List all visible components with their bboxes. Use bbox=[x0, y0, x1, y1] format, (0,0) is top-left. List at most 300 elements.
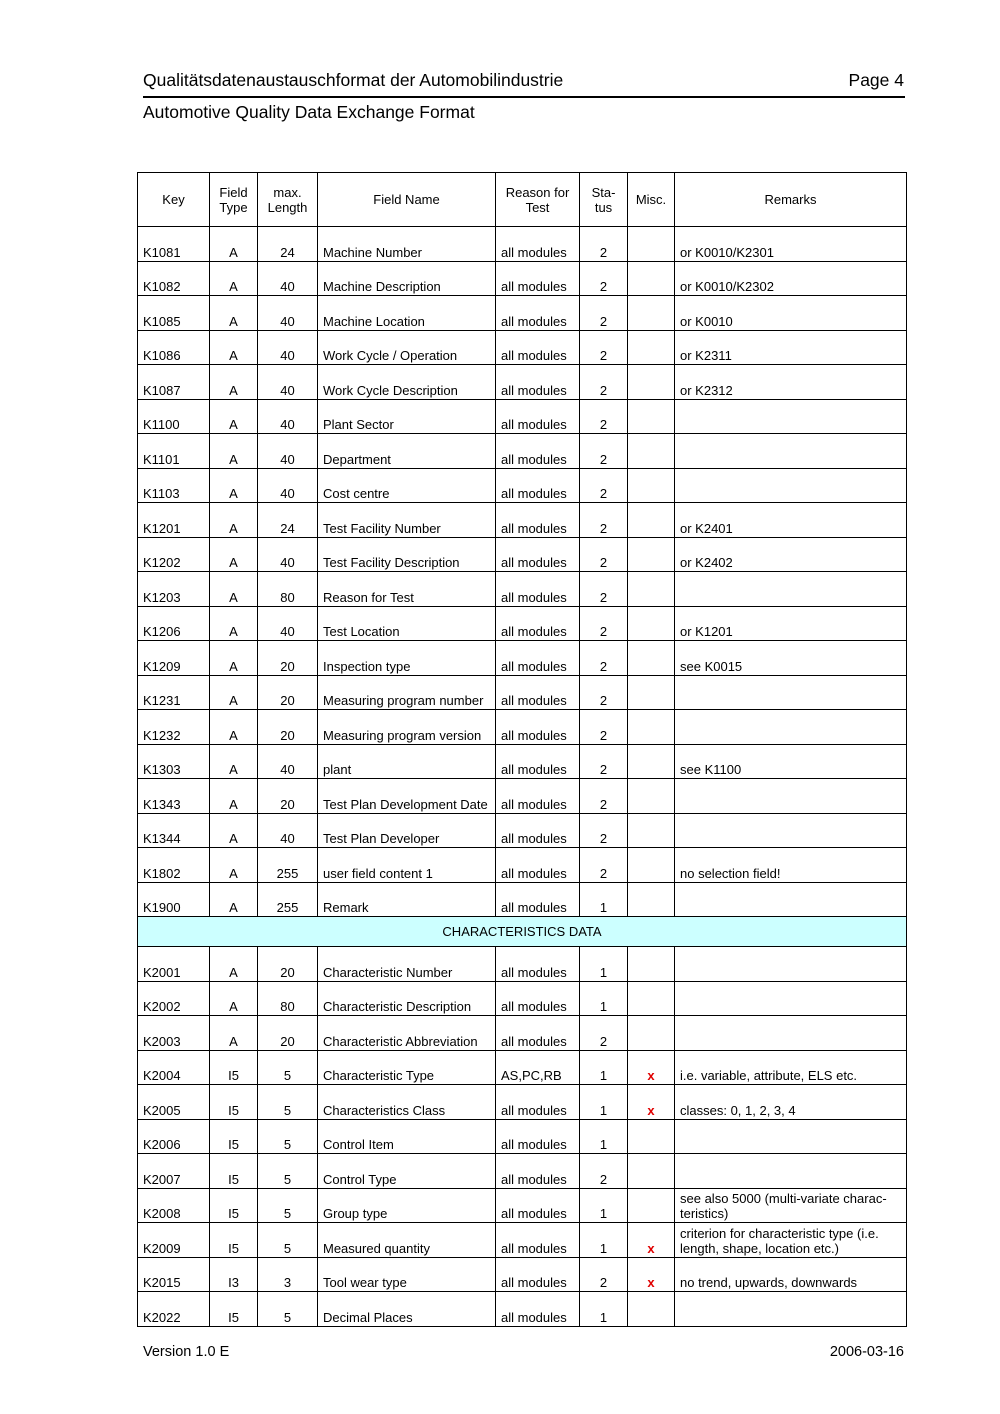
cell-misc-marker bbox=[628, 296, 675, 331]
cell-remarks: i.e. variable, attribute, ELS etc. bbox=[675, 1050, 907, 1085]
table-section bbox=[138, 917, 907, 947]
cell-field-type: I5 bbox=[210, 1154, 258, 1189]
cell-max-length: 40 bbox=[258, 606, 318, 641]
cell-key: K2004 bbox=[138, 1050, 210, 1085]
cell-key: K2007 bbox=[138, 1154, 210, 1189]
cell-status: 2 bbox=[580, 503, 628, 538]
cell-remarks: see K0015 bbox=[675, 641, 907, 676]
column-header-key: Key bbox=[138, 173, 210, 227]
cell-status: 2 bbox=[580, 606, 628, 641]
column-header-reason: Reason for Test bbox=[496, 173, 580, 227]
cell-status: 2 bbox=[580, 710, 628, 745]
cell-field-name: Characteristic Description bbox=[318, 981, 496, 1016]
cell-reason: all modules bbox=[496, 227, 580, 262]
section-label: CHARACTERISTICS DATA bbox=[138, 917, 907, 947]
cell-field-name: Machine Location bbox=[318, 296, 496, 331]
cell-max-length: 40 bbox=[258, 330, 318, 365]
cell-key: K2001 bbox=[138, 947, 210, 982]
cell-field-type: A bbox=[210, 606, 258, 641]
cell-status: 2 bbox=[580, 1016, 628, 1051]
cell-key: K1101 bbox=[138, 434, 210, 469]
cell-misc-marker bbox=[628, 710, 675, 745]
header-rule bbox=[143, 96, 905, 98]
cell-reason: all modules bbox=[496, 296, 580, 331]
table-row bbox=[138, 779, 907, 814]
cell-status: 2 bbox=[580, 537, 628, 572]
cell-reason: all modules bbox=[496, 261, 580, 296]
cell-field-type: I5 bbox=[210, 1292, 258, 1327]
cell-field-type: A bbox=[210, 330, 258, 365]
cell-misc-marker bbox=[628, 1016, 675, 1051]
cell-max-length: 5 bbox=[258, 1119, 318, 1154]
cell-remarks: or K2312 bbox=[675, 365, 907, 400]
cell-field-type: A bbox=[210, 710, 258, 745]
cell-misc-marker bbox=[628, 641, 675, 676]
cell-key: K1201 bbox=[138, 503, 210, 538]
cell-field-type: I3 bbox=[210, 1257, 258, 1292]
cell-reason: all modules bbox=[496, 572, 580, 607]
cell-field-type: A bbox=[210, 572, 258, 607]
cell-field-type: A bbox=[210, 399, 258, 434]
cell-status: 1 bbox=[580, 981, 628, 1016]
cell-misc-marker bbox=[628, 675, 675, 710]
cell-max-length: 20 bbox=[258, 779, 318, 814]
cell-remarks: see K1100 bbox=[675, 744, 907, 779]
cell-status: 2 bbox=[580, 330, 628, 365]
cell-status: 1 bbox=[580, 1085, 628, 1120]
cell-reason: all modules bbox=[496, 813, 580, 848]
cell-key: K2005 bbox=[138, 1085, 210, 1120]
cell-field-name: Tool wear type bbox=[318, 1257, 496, 1292]
cell-field-name: user field content 1 bbox=[318, 848, 496, 883]
cell-field-type: A bbox=[210, 261, 258, 296]
cell-field-type: A bbox=[210, 641, 258, 676]
cell-max-length: 20 bbox=[258, 641, 318, 676]
cell-field-name: Test Plan Development Date bbox=[318, 779, 496, 814]
cell-reason: all modules bbox=[496, 882, 580, 917]
cell-status: 1 bbox=[580, 947, 628, 982]
cell-reason: all modules bbox=[496, 779, 580, 814]
cell-remarks: or K2311 bbox=[675, 330, 907, 365]
cell-field-name: Characteristic Type bbox=[318, 1050, 496, 1085]
table-row bbox=[138, 503, 907, 538]
cell-reason: all modules bbox=[496, 1119, 580, 1154]
cell-key: K2006 bbox=[138, 1119, 210, 1154]
table-row bbox=[138, 947, 907, 982]
table-row bbox=[138, 1085, 907, 1120]
cell-remarks bbox=[675, 468, 907, 503]
table-header-row bbox=[138, 173, 907, 227]
cell-field-type: A bbox=[210, 434, 258, 469]
cell-key: K1900 bbox=[138, 882, 210, 917]
cell-key: K1206 bbox=[138, 606, 210, 641]
cell-key: K1203 bbox=[138, 572, 210, 607]
column-header-max-length: max. Length bbox=[258, 173, 318, 227]
table-row bbox=[138, 1154, 907, 1189]
cell-key: K1343 bbox=[138, 779, 210, 814]
cell-field-name: Measuring program version bbox=[318, 710, 496, 745]
cell-field-type: I5 bbox=[210, 1085, 258, 1120]
cell-max-length: 255 bbox=[258, 882, 318, 917]
cell-field-type: I5 bbox=[210, 1119, 258, 1154]
table-body-general bbox=[138, 227, 907, 917]
cell-reason: all modules bbox=[496, 848, 580, 883]
cell-field-name: Test Location bbox=[318, 606, 496, 641]
column-header-status: Sta- tus bbox=[580, 173, 628, 227]
cell-misc-marker: x bbox=[628, 1257, 675, 1292]
cell-field-name: Inspection type bbox=[318, 641, 496, 676]
cell-remarks bbox=[675, 399, 907, 434]
cell-remarks bbox=[675, 710, 907, 745]
cell-remarks bbox=[675, 434, 907, 469]
cell-key: K1231 bbox=[138, 675, 210, 710]
cell-reason: all modules bbox=[496, 399, 580, 434]
cell-max-length: 20 bbox=[258, 710, 318, 745]
cell-misc-marker: x bbox=[628, 1223, 675, 1258]
cell-reason: all modules bbox=[496, 1085, 580, 1120]
cell-status: 2 bbox=[580, 848, 628, 883]
cell-field-name: Characteristics Class bbox=[318, 1085, 496, 1120]
cell-max-length: 5 bbox=[258, 1154, 318, 1189]
cell-max-length: 80 bbox=[258, 572, 318, 607]
cell-status: 2 bbox=[580, 779, 628, 814]
cell-key: K1232 bbox=[138, 710, 210, 745]
cell-misc-marker bbox=[628, 744, 675, 779]
cell-max-length: 20 bbox=[258, 947, 318, 982]
cell-key: K1802 bbox=[138, 848, 210, 883]
cell-status: 1 bbox=[580, 1119, 628, 1154]
cell-field-name: plant bbox=[318, 744, 496, 779]
cell-key: K1085 bbox=[138, 296, 210, 331]
cell-max-length: 40 bbox=[258, 744, 318, 779]
cell-reason: all modules bbox=[496, 641, 580, 676]
cell-status: 1 bbox=[580, 1050, 628, 1085]
cell-remarks bbox=[675, 1154, 907, 1189]
cell-max-length: 5 bbox=[258, 1050, 318, 1085]
cell-reason: all modules bbox=[496, 503, 580, 538]
cell-reason: all modules bbox=[496, 710, 580, 745]
cell-field-name: Machine Number bbox=[318, 227, 496, 262]
cell-status: 2 bbox=[580, 468, 628, 503]
cell-reason: AS,PC,RB bbox=[496, 1050, 580, 1085]
cell-reason: all modules bbox=[496, 1257, 580, 1292]
section-row bbox=[138, 917, 907, 947]
cell-max-length: 40 bbox=[258, 261, 318, 296]
cell-key: K1086 bbox=[138, 330, 210, 365]
cell-key: K1209 bbox=[138, 641, 210, 676]
cell-remarks bbox=[675, 882, 907, 917]
cell-key: K2008 bbox=[138, 1188, 210, 1223]
cell-remarks: criterion for characteristic type (i.e. length, shape, location etc.) bbox=[675, 1223, 907, 1258]
cell-max-length: 40 bbox=[258, 399, 318, 434]
table-row bbox=[138, 606, 907, 641]
cell-status: 2 bbox=[580, 399, 628, 434]
cell-key: K1344 bbox=[138, 813, 210, 848]
cell-reason: all modules bbox=[496, 468, 580, 503]
cell-reason: all modules bbox=[496, 947, 580, 982]
cell-remarks: no trend, upwards, downwards bbox=[675, 1257, 907, 1292]
cell-reason: all modules bbox=[496, 675, 580, 710]
cell-field-type: A bbox=[210, 365, 258, 400]
table-row bbox=[138, 641, 907, 676]
cell-misc-marker bbox=[628, 330, 675, 365]
cell-misc-marker bbox=[628, 947, 675, 982]
field-spec-table bbox=[137, 172, 907, 1327]
table-row bbox=[138, 848, 907, 883]
cell-field-type: A bbox=[210, 503, 258, 538]
cell-misc-marker bbox=[628, 1119, 675, 1154]
table-row bbox=[138, 675, 907, 710]
cell-remarks bbox=[675, 813, 907, 848]
cell-max-length: 5 bbox=[258, 1292, 318, 1327]
table-row bbox=[138, 468, 907, 503]
cell-field-type: A bbox=[210, 947, 258, 982]
footer-date: 2006-03-16 bbox=[829, 1344, 904, 1360]
table-row bbox=[138, 1016, 907, 1051]
cell-misc-marker bbox=[628, 813, 675, 848]
column-header-remarks: Remarks bbox=[675, 173, 907, 227]
cell-max-length: 3 bbox=[258, 1257, 318, 1292]
cell-key: K1082 bbox=[138, 261, 210, 296]
cell-field-name: Control Type bbox=[318, 1154, 496, 1189]
cell-key: K1081 bbox=[138, 227, 210, 262]
cell-status: 1 bbox=[580, 882, 628, 917]
cell-field-type: A bbox=[210, 848, 258, 883]
cell-key: K2015 bbox=[138, 1257, 210, 1292]
table-row bbox=[138, 434, 907, 469]
cell-remarks: or K1201 bbox=[675, 606, 907, 641]
cell-max-length: 20 bbox=[258, 675, 318, 710]
footer-version: Version 1.0 E bbox=[143, 1344, 230, 1360]
cell-reason: all modules bbox=[496, 330, 580, 365]
cell-misc-marker bbox=[628, 399, 675, 434]
cell-remarks bbox=[675, 947, 907, 982]
cell-field-name: Department bbox=[318, 434, 496, 469]
cell-status: 2 bbox=[580, 572, 628, 607]
cell-field-type: I5 bbox=[210, 1188, 258, 1223]
cell-status: 2 bbox=[580, 1154, 628, 1189]
cell-status: 2 bbox=[580, 261, 628, 296]
table-row bbox=[138, 1050, 907, 1085]
table-row bbox=[138, 330, 907, 365]
cell-status: 1 bbox=[580, 1292, 628, 1327]
cell-max-length: 40 bbox=[258, 537, 318, 572]
column-header-misc: Misc. bbox=[628, 173, 675, 227]
cell-remarks bbox=[675, 572, 907, 607]
cell-reason: all modules bbox=[496, 1188, 580, 1223]
cell-field-type: A bbox=[210, 296, 258, 331]
cell-status: 2 bbox=[580, 434, 628, 469]
cell-misc-marker bbox=[628, 365, 675, 400]
cell-reason: all modules bbox=[496, 981, 580, 1016]
cell-key: K2009 bbox=[138, 1223, 210, 1258]
cell-field-name: Reason for Test bbox=[318, 572, 496, 607]
cell-reason: all modules bbox=[496, 1223, 580, 1258]
cell-reason: all modules bbox=[496, 1016, 580, 1051]
cell-remarks bbox=[675, 981, 907, 1016]
table-row bbox=[138, 365, 907, 400]
table-row bbox=[138, 744, 907, 779]
cell-status: 1 bbox=[580, 1188, 628, 1223]
cell-field-name: Work Cycle / Operation bbox=[318, 330, 496, 365]
cell-field-name: Test Facility Number bbox=[318, 503, 496, 538]
cell-max-length: 24 bbox=[258, 227, 318, 262]
cell-reason: all modules bbox=[496, 744, 580, 779]
table-row bbox=[138, 882, 907, 917]
cell-status: 2 bbox=[580, 675, 628, 710]
cell-reason: all modules bbox=[496, 537, 580, 572]
cell-misc-marker bbox=[628, 468, 675, 503]
cell-field-name: Characteristic Abbreviation bbox=[318, 1016, 496, 1051]
cell-misc-marker: x bbox=[628, 1085, 675, 1120]
cell-misc-marker bbox=[628, 848, 675, 883]
cell-field-type: A bbox=[210, 813, 258, 848]
cell-key: K2022 bbox=[138, 1292, 210, 1327]
cell-status: 2 bbox=[580, 641, 628, 676]
table-row bbox=[138, 710, 907, 745]
cell-field-type: A bbox=[210, 1016, 258, 1051]
cell-misc-marker: x bbox=[628, 1050, 675, 1085]
cell-status: 2 bbox=[580, 227, 628, 262]
cell-field-type: A bbox=[210, 675, 258, 710]
cell-max-length: 80 bbox=[258, 981, 318, 1016]
cell-key: K1100 bbox=[138, 399, 210, 434]
cell-field-name: Machine Description bbox=[318, 261, 496, 296]
cell-field-name: Control Item bbox=[318, 1119, 496, 1154]
table-row bbox=[138, 261, 907, 296]
cell-max-length: 40 bbox=[258, 365, 318, 400]
table-row bbox=[138, 1292, 907, 1327]
table-row bbox=[138, 1223, 907, 1258]
cell-key: K2003 bbox=[138, 1016, 210, 1051]
column-header-field-name: Field Name bbox=[318, 173, 496, 227]
cell-max-length: 40 bbox=[258, 813, 318, 848]
cell-key: K1087 bbox=[138, 365, 210, 400]
cell-reason: all modules bbox=[496, 1292, 580, 1327]
cell-max-length: 5 bbox=[258, 1085, 318, 1120]
table-row bbox=[138, 296, 907, 331]
cell-field-name: Measuring program number bbox=[318, 675, 496, 710]
cell-field-name: Characteristic Number bbox=[318, 947, 496, 982]
cell-key: K1103 bbox=[138, 468, 210, 503]
table-row bbox=[138, 537, 907, 572]
cell-reason: all modules bbox=[496, 365, 580, 400]
cell-remarks bbox=[675, 675, 907, 710]
cell-field-type: I5 bbox=[210, 1050, 258, 1085]
table-body-characteristics bbox=[138, 947, 907, 1327]
cell-field-type: A bbox=[210, 882, 258, 917]
page-number: Page 4 bbox=[848, 70, 904, 90]
cell-field-type: A bbox=[210, 227, 258, 262]
cell-status: 2 bbox=[580, 365, 628, 400]
cell-key: K1303 bbox=[138, 744, 210, 779]
cell-remarks: or K2402 bbox=[675, 537, 907, 572]
cell-misc-marker bbox=[628, 227, 675, 262]
cell-remarks: or K0010/K2302 bbox=[675, 261, 907, 296]
cell-misc-marker bbox=[628, 606, 675, 641]
cell-reason: all modules bbox=[496, 1154, 580, 1189]
table-row bbox=[138, 813, 907, 848]
column-header-field-type: Field Type bbox=[210, 173, 258, 227]
cell-field-type: A bbox=[210, 468, 258, 503]
cell-remarks: classes: 0, 1, 2, 3, 4 bbox=[675, 1085, 907, 1120]
cell-reason: all modules bbox=[496, 434, 580, 469]
table-row bbox=[138, 981, 907, 1016]
cell-remarks bbox=[675, 1016, 907, 1051]
cell-max-length: 5 bbox=[258, 1223, 318, 1258]
cell-field-name: Test Plan Developer bbox=[318, 813, 496, 848]
cell-field-type: A bbox=[210, 981, 258, 1016]
cell-field-name: Test Facility Description bbox=[318, 537, 496, 572]
cell-field-type: A bbox=[210, 744, 258, 779]
cell-max-length: 255 bbox=[258, 848, 318, 883]
document-title: Qualitätsdatenaustauschformat der Automobilindustrie bbox=[143, 70, 564, 90]
table-row bbox=[138, 572, 907, 607]
cell-status: 1 bbox=[580, 1223, 628, 1258]
cell-remarks bbox=[675, 1292, 907, 1327]
table-row bbox=[138, 1119, 907, 1154]
cell-remarks: or K0010/K2301 bbox=[675, 227, 907, 262]
cell-field-name: Plant Sector bbox=[318, 399, 496, 434]
cell-field-name: Measured quantity bbox=[318, 1223, 496, 1258]
cell-max-length: 40 bbox=[258, 434, 318, 469]
cell-misc-marker bbox=[628, 981, 675, 1016]
cell-remarks: or K0010 bbox=[675, 296, 907, 331]
cell-max-length: 5 bbox=[258, 1188, 318, 1223]
cell-max-length: 40 bbox=[258, 296, 318, 331]
cell-remarks bbox=[675, 1119, 907, 1154]
cell-field-name: Group type bbox=[318, 1188, 496, 1223]
cell-misc-marker bbox=[628, 1188, 675, 1223]
table-row bbox=[138, 399, 907, 434]
cell-misc-marker bbox=[628, 261, 675, 296]
cell-status: 2 bbox=[580, 813, 628, 848]
cell-misc-marker bbox=[628, 779, 675, 814]
cell-remarks bbox=[675, 779, 907, 814]
cell-field-name: Decimal Places bbox=[318, 1292, 496, 1327]
document-subtitle: Automotive Quality Data Exchange Format bbox=[143, 102, 475, 122]
cell-remarks: see also 5000 (multi-variate charac-teristics) bbox=[675, 1188, 907, 1223]
cell-field-name: Cost centre bbox=[318, 468, 496, 503]
cell-key: K1202 bbox=[138, 537, 210, 572]
cell-misc-marker bbox=[628, 572, 675, 607]
cell-misc-marker bbox=[628, 434, 675, 469]
cell-misc-marker bbox=[628, 537, 675, 572]
cell-max-length: 24 bbox=[258, 503, 318, 538]
cell-remarks: or K2401 bbox=[675, 503, 907, 538]
cell-misc-marker bbox=[628, 1292, 675, 1327]
cell-field-name: Remark bbox=[318, 882, 496, 917]
cell-max-length: 40 bbox=[258, 468, 318, 503]
table-row bbox=[138, 1257, 907, 1292]
cell-reason: all modules bbox=[496, 606, 580, 641]
cell-misc-marker bbox=[628, 503, 675, 538]
cell-misc-marker bbox=[628, 1154, 675, 1189]
cell-remarks: no selection field! bbox=[675, 848, 907, 883]
cell-key: K2002 bbox=[138, 981, 210, 1016]
cell-status: 2 bbox=[580, 744, 628, 779]
cell-field-type: I5 bbox=[210, 1223, 258, 1258]
cell-field-type: A bbox=[210, 537, 258, 572]
cell-status: 2 bbox=[580, 296, 628, 331]
table-row bbox=[138, 227, 907, 262]
cell-max-length: 20 bbox=[258, 1016, 318, 1051]
cell-field-type: A bbox=[210, 779, 258, 814]
cell-misc-marker bbox=[628, 882, 675, 917]
cell-field-name: Work Cycle Description bbox=[318, 365, 496, 400]
cell-status: 2 bbox=[580, 1257, 628, 1292]
table-row bbox=[138, 1188, 907, 1223]
